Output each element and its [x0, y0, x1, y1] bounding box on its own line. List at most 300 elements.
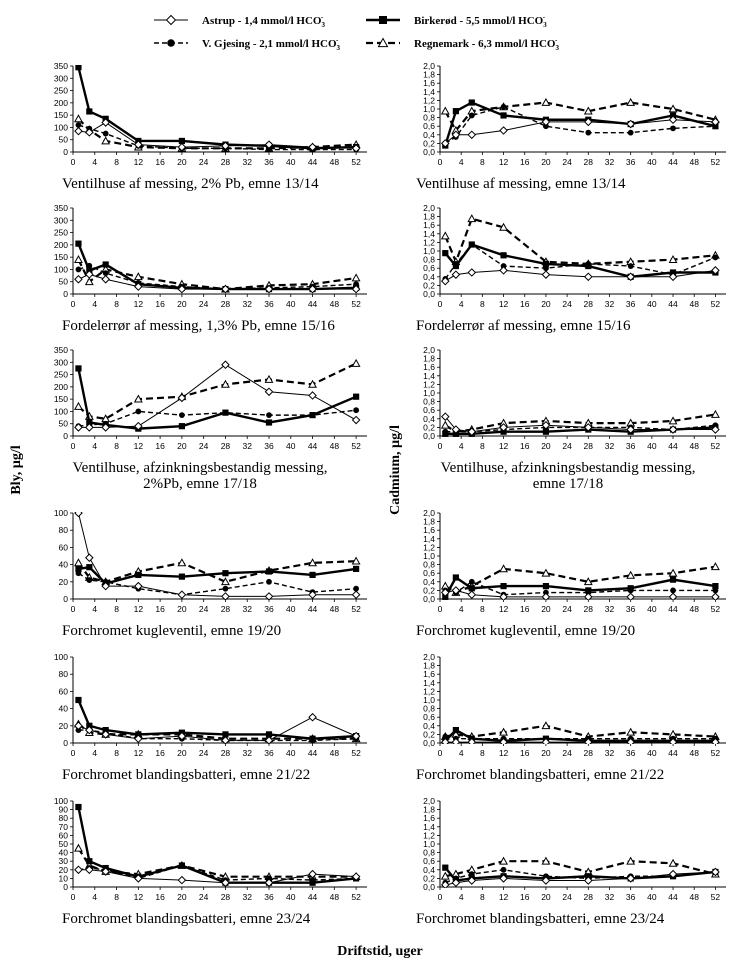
x-tick-label: 24 [562, 441, 572, 451]
y-tick-label: 60 [58, 686, 68, 697]
x-tick-label: 8 [480, 441, 485, 451]
x-tick-label: 48 [689, 157, 699, 167]
x-tick-label: 12 [133, 604, 144, 614]
data-point [135, 409, 141, 415]
y-tick-label: 100 [53, 264, 68, 275]
data-point [75, 559, 82, 565]
x-tick-label: 36 [264, 441, 274, 451]
y-tick-label: 50 [58, 134, 68, 145]
y-tick-label: 1,2 [423, 237, 435, 248]
y-tick-label: 1,0 [423, 246, 435, 256]
x-tick-label: 48 [329, 604, 340, 614]
series-group [75, 64, 360, 152]
data-point [75, 845, 82, 851]
data-point [179, 423, 185, 429]
y-tick-label: 300 [53, 73, 68, 84]
x-tick-label: 8 [480, 748, 485, 758]
data-point [75, 256, 82, 262]
x-tick-label: 20 [177, 299, 187, 309]
x-tick-label: 16 [520, 604, 530, 614]
data-point [468, 269, 475, 276]
y-tick-label: 80 [58, 813, 68, 824]
y-tick-label: 20 [58, 864, 68, 875]
y-tick-label: 0,8 [423, 112, 435, 123]
chart-panel-cd-2 [416, 203, 726, 334]
chart-panel-cd-1 [416, 61, 726, 192]
y-tick-label: 0 [63, 147, 68, 157]
x-tick-label: 40 [647, 892, 657, 902]
x-tick-label: 48 [689, 299, 699, 309]
y-tick-label: 0,8 [423, 559, 435, 570]
y-tick-label: 1,0 [423, 104, 435, 114]
x-tick-label: 32 [604, 299, 615, 309]
x-tick-label: 24 [562, 892, 572, 902]
y-tick-label: 350 [53, 203, 68, 213]
x-tick-label: 20 [177, 157, 187, 167]
y-tick-label: 1,4 [423, 533, 435, 544]
x-tick-label: 16 [520, 441, 530, 451]
x-tick-label: 16 [520, 157, 530, 167]
x-tick-label: 16 [155, 748, 165, 758]
data-point [442, 108, 449, 114]
data-point [469, 113, 475, 119]
x-tick-label: 12 [133, 748, 144, 758]
data-point [75, 722, 82, 729]
data-point [453, 574, 459, 580]
y-tick-label: 0 [63, 738, 68, 748]
x-tick-label: 40 [286, 157, 296, 167]
x-tick-label: 36 [625, 299, 636, 309]
y-tick-label: 100 [53, 796, 68, 806]
data-point [452, 271, 459, 278]
data-point [353, 274, 360, 280]
x-tick-label: 8 [480, 299, 485, 309]
data-point [179, 574, 185, 580]
x-tick-label: 40 [286, 604, 296, 614]
y-tick-label: 0,4 [423, 271, 435, 282]
y-tick-label: 1,0 [423, 388, 435, 398]
x-tick-label: 32 [604, 441, 615, 451]
y-tick-label: 1,4 [423, 86, 435, 97]
data-point [309, 714, 316, 721]
y-tick-label: 1,6 [423, 362, 435, 373]
x-tick-label: 44 [668, 441, 678, 451]
legend-label-3: V. Gjesing - 2,1 mmol/l $HCO_3-$ [202, 36, 341, 52]
series-line-regnemark [78, 364, 356, 419]
x-tick-label: 24 [562, 299, 572, 309]
x-tick-label: 32 [242, 892, 252, 902]
y-tick-label: 1,2 [423, 830, 435, 841]
x-tick-label: 48 [329, 157, 340, 167]
chart-panel-cd-6 [416, 796, 726, 927]
y-tick-label: 0,8 [423, 396, 435, 407]
data-point [309, 572, 315, 578]
x-tick-label: 32 [242, 441, 252, 451]
data-point [86, 554, 93, 561]
x-tick-label: 12 [498, 299, 509, 309]
data-point [500, 583, 506, 589]
y-tick-label: 0,6 [423, 856, 435, 867]
y-tick-label: 1,4 [423, 370, 435, 381]
data-point [179, 862, 185, 868]
chart-panel-cd-3 [423, 345, 726, 492]
y-tick-label: 90 [58, 804, 68, 815]
series-group [442, 858, 719, 889]
x-tick-label: 16 [520, 892, 530, 902]
x-tick-label: 12 [133, 441, 144, 451]
x-tick-label: 44 [668, 892, 678, 902]
x-tick-label: 8 [114, 157, 119, 167]
data-point [75, 276, 82, 283]
series-group [75, 697, 360, 744]
x-tick-label: 12 [133, 157, 144, 167]
x-tick-label: 52 [710, 892, 721, 902]
y-tick-label: 0 [63, 594, 68, 604]
x-tick-label: 28 [220, 157, 231, 167]
y-tick-label: 0 [63, 289, 68, 299]
x-tick-label: 44 [307, 299, 318, 309]
x-tick-label: 52 [351, 441, 361, 451]
data-point [266, 579, 272, 585]
x-tick-label: 8 [114, 892, 119, 902]
y-tick-label: 70 [58, 821, 68, 832]
legend-marker-3 [167, 39, 175, 47]
x-tick-label: 28 [583, 748, 594, 758]
y-tick-label: 200 [53, 381, 68, 392]
x-tick-label: 0 [437, 604, 443, 614]
x-tick-label: 44 [307, 604, 318, 614]
x-tick-label: 40 [286, 892, 296, 902]
legend [154, 13, 559, 52]
data-point [353, 416, 360, 423]
x-tick-label: 12 [498, 748, 509, 758]
x-tick-label: 24 [198, 604, 209, 614]
x-tick-label: 48 [329, 299, 340, 309]
x-tick-label: 8 [480, 157, 485, 167]
x-tick-label: 28 [583, 157, 594, 167]
data-point [585, 263, 591, 269]
panel-caption: Forchromet blandingsbatteri, emne 23/24 [62, 911, 311, 927]
data-point [103, 261, 109, 267]
series-line-birkerd [78, 67, 356, 148]
data-point [309, 880, 315, 886]
chart-panel-lead-1 [54, 61, 367, 192]
data-point [670, 588, 676, 594]
y-tick-label: 30 [58, 856, 68, 867]
x-tick-label: 44 [668, 748, 678, 758]
y-tick-label: 200 [53, 239, 68, 250]
x-tick-label: 8 [114, 441, 119, 451]
x-tick-label: 24 [198, 892, 209, 902]
x-tick-label: 8 [480, 892, 485, 902]
data-point [75, 365, 81, 371]
x-tick-label: 36 [625, 604, 636, 614]
series-group [442, 411, 719, 437]
data-point [713, 255, 719, 261]
panel-caption: Ventilhuse, afzinkningsbestandig messing, [440, 460, 696, 476]
y-tick-label: 1,2 [423, 95, 435, 106]
x-tick-label: 52 [351, 748, 361, 758]
panel-caption: Forchromet kugleventil, emne 19/20 [62, 623, 282, 639]
y-tick-label: 1,8 [423, 660, 435, 671]
y-tick-label: 0,4 [423, 129, 435, 140]
x-tick-label: 4 [92, 441, 98, 451]
x-tick-label: 28 [220, 604, 231, 614]
y-tick-label: 250 [53, 369, 68, 380]
data-point [266, 568, 272, 574]
data-point [712, 583, 718, 589]
series-line-regnemark [445, 219, 715, 264]
y-tick-label: 50 [58, 276, 68, 287]
data-point [266, 412, 272, 418]
x-tick-label: 40 [647, 604, 657, 614]
y-tick-label: 1,8 [423, 69, 435, 80]
panel-caption: Ventilhuse af messing, emne 13/14 [416, 176, 626, 192]
x-tick-label: 44 [307, 892, 318, 902]
y-tick-label: 100 [53, 122, 68, 133]
x-tick-label: 52 [351, 299, 361, 309]
data-point [75, 509, 82, 516]
data-point [75, 128, 82, 135]
data-point [468, 215, 475, 221]
x-tick-label: 4 [458, 441, 464, 451]
data-point [442, 250, 448, 256]
y-tick-label: 20 [58, 576, 68, 587]
y-tick-label: 250 [53, 85, 68, 96]
x-tick-label: 8 [114, 748, 119, 758]
panel-caption: Forchromet blandingsbatteri, emne 21/22 [416, 767, 665, 783]
data-point [178, 877, 185, 884]
y-tick-label: 40 [58, 559, 68, 570]
x-tick-label: 4 [458, 892, 464, 902]
data-point [670, 125, 676, 131]
y-tick-label: 50 [58, 418, 68, 429]
x-tick-label: 12 [498, 892, 509, 902]
x-tick-label: 24 [198, 157, 209, 167]
y-tick-label: 100 [53, 652, 68, 662]
y-tick-label: 1,2 [423, 379, 435, 390]
x-tick-label: 24 [198, 748, 209, 758]
data-point [86, 108, 92, 114]
x-tick-label: 20 [541, 748, 551, 758]
data-point [265, 388, 272, 395]
series-group [442, 99, 719, 149]
legend-label-4: Regnemark - 6,3 mmol/l $HCO_3-$ [414, 36, 559, 52]
data-point [135, 572, 141, 578]
y-tick-label: 0,6 [423, 263, 435, 274]
data-point [469, 579, 475, 585]
y-tick-label: 60 [58, 830, 68, 841]
x-tick-label: 24 [198, 441, 209, 451]
x-tick-label: 48 [689, 748, 699, 758]
data-point [500, 127, 507, 134]
x-tick-label: 16 [520, 299, 530, 309]
x-tick-label: 48 [329, 748, 340, 758]
x-tick-label: 20 [541, 604, 551, 614]
panel-caption: Forchromet blandingsbatteri, emne 23/24 [416, 911, 665, 927]
data-point [353, 360, 360, 366]
y-tick-label: 0,8 [423, 847, 435, 858]
x-tick-label: 32 [242, 748, 252, 758]
data-point [543, 261, 549, 267]
x-tick-label: 12 [498, 441, 509, 451]
data-point [102, 276, 109, 283]
y-tick-label: 0,4 [423, 864, 435, 875]
x-tick-label: 4 [92, 299, 98, 309]
y-tick-label: 0,6 [423, 405, 435, 416]
data-point [543, 583, 549, 589]
data-point [628, 585, 634, 591]
data-point [75, 566, 81, 572]
x-tick-label: 48 [689, 441, 699, 451]
data-point [442, 431, 448, 437]
y-tick-label: 1,0 [423, 695, 435, 705]
data-point [223, 586, 229, 592]
y-tick-label: 1,4 [423, 677, 435, 688]
x-tick-label: 16 [155, 892, 165, 902]
chart-panel-lead-4 [54, 508, 367, 639]
x-tick-label: 20 [177, 604, 187, 614]
y-tick-label: 1,6 [423, 813, 435, 824]
y-axis-label-left: Bly, µg/l [9, 445, 24, 495]
data-point [628, 263, 634, 269]
x-tick-label: 32 [604, 892, 615, 902]
x-tick-label: 32 [242, 299, 252, 309]
y-tick-label: 0 [63, 882, 68, 892]
x-tick-label: 40 [286, 299, 296, 309]
data-point [86, 858, 92, 864]
chart-panel-lead-2 [54, 203, 367, 334]
data-point [585, 130, 591, 136]
x-tick-label: 52 [351, 157, 361, 167]
y-tick-label: 1,6 [423, 669, 435, 680]
x-tick-label: 44 [668, 299, 678, 309]
x-tick-label: 36 [264, 604, 274, 614]
panel-caption: Forchromet blandingsbatteri, emne 21/22 [62, 767, 311, 783]
x-tick-label: 24 [562, 604, 572, 614]
x-tick-label: 16 [155, 299, 165, 309]
x-tick-label: 36 [625, 892, 636, 902]
data-point [222, 410, 228, 416]
x-tick-label: 20 [541, 299, 551, 309]
series-group [442, 215, 719, 285]
chart-panel-lead-5 [54, 652, 367, 783]
series-group [75, 360, 360, 432]
data-point [75, 804, 81, 810]
x-tick-label: 48 [329, 892, 340, 902]
legend-marker-1 [167, 16, 176, 25]
x-tick-label: 52 [351, 604, 361, 614]
x-tick-label: 48 [689, 604, 699, 614]
y-tick-label: 300 [53, 215, 68, 226]
x-tick-label: 36 [264, 892, 274, 902]
y-tick-label: 0,4 [423, 720, 435, 731]
x-tick-label: 48 [329, 441, 340, 451]
x-tick-label: 44 [307, 157, 318, 167]
data-point [86, 577, 92, 583]
data-point [75, 697, 81, 703]
y-tick-label: 0 [63, 431, 68, 441]
x-tick-label: 4 [92, 748, 98, 758]
x-tick-label: 0 [70, 441, 76, 451]
series-line-astrup [78, 513, 356, 596]
x-tick-label: 44 [307, 748, 318, 758]
x-tick-label: 28 [220, 892, 231, 902]
data-point [353, 566, 359, 572]
y-tick-label: 0,4 [423, 413, 435, 424]
series-group [75, 241, 360, 293]
x-tick-label: 36 [264, 157, 274, 167]
data-point [500, 112, 506, 118]
y-tick-label: 0,0 [423, 289, 435, 299]
data-point [86, 564, 92, 570]
x-tick-label: 8 [114, 604, 119, 614]
data-point [585, 273, 592, 280]
data-point [468, 591, 475, 598]
x-tick-label: 0 [437, 299, 443, 309]
data-point [222, 570, 228, 576]
x-tick-label: 20 [541, 157, 551, 167]
x-tick-label: 52 [351, 892, 361, 902]
x-tick-label: 12 [498, 157, 509, 167]
y-tick-label: 2,0 [423, 796, 435, 806]
series-line-birkerd [78, 807, 356, 883]
y-tick-label: 0,0 [423, 738, 435, 748]
y-tick-label: 150 [53, 394, 68, 405]
x-tick-label: 28 [220, 299, 231, 309]
x-tick-label: 28 [583, 892, 594, 902]
panel-caption: Fordelerrør af messing, 1,3% Pb, emne 15/16 [62, 318, 335, 334]
y-tick-label: 50 [58, 839, 68, 849]
y-tick-label: 1,6 [423, 525, 435, 536]
x-tick-label: 32 [604, 604, 615, 614]
y-tick-label: 1,2 [423, 542, 435, 553]
panel-caption: Ventilhuse af messing, 2% Pb, emne 13/14 [62, 176, 319, 192]
y-tick-label: 1,8 [423, 804, 435, 815]
x-tick-label: 20 [177, 892, 187, 902]
data-point [501, 104, 507, 110]
y-tick-label: 1,6 [423, 220, 435, 231]
x-tick-label: 40 [286, 441, 296, 451]
data-point [266, 419, 272, 425]
data-point [628, 130, 634, 136]
y-tick-label: 0,2 [423, 585, 435, 596]
x-tick-label: 12 [133, 299, 144, 309]
y-tick-label: 350 [53, 61, 68, 71]
y-tick-label: 40 [58, 703, 68, 714]
panel-caption: emne 17/18 [532, 476, 604, 492]
series-group [442, 563, 719, 600]
x-tick-label: 12 [498, 604, 509, 614]
data-point [469, 99, 475, 105]
x-tick-label: 32 [242, 604, 252, 614]
y-tick-label: 2,0 [423, 345, 435, 355]
data-point [670, 577, 676, 583]
x-tick-label: 4 [92, 604, 98, 614]
data-point [453, 108, 459, 114]
y-tick-label: 100 [53, 508, 68, 518]
x-tick-label: 44 [307, 441, 318, 451]
data-point [500, 252, 506, 258]
x-tick-label: 36 [625, 441, 636, 451]
x-tick-label: 44 [668, 604, 678, 614]
x-tick-label: 0 [437, 157, 443, 167]
y-tick-label: 0,8 [423, 703, 435, 714]
panel-caption: Forchromet kugleventil, emne 19/20 [416, 623, 636, 639]
x-tick-label: 36 [264, 299, 274, 309]
y-tick-label: 0,2 [423, 873, 435, 884]
x-tick-label: 12 [133, 892, 144, 902]
